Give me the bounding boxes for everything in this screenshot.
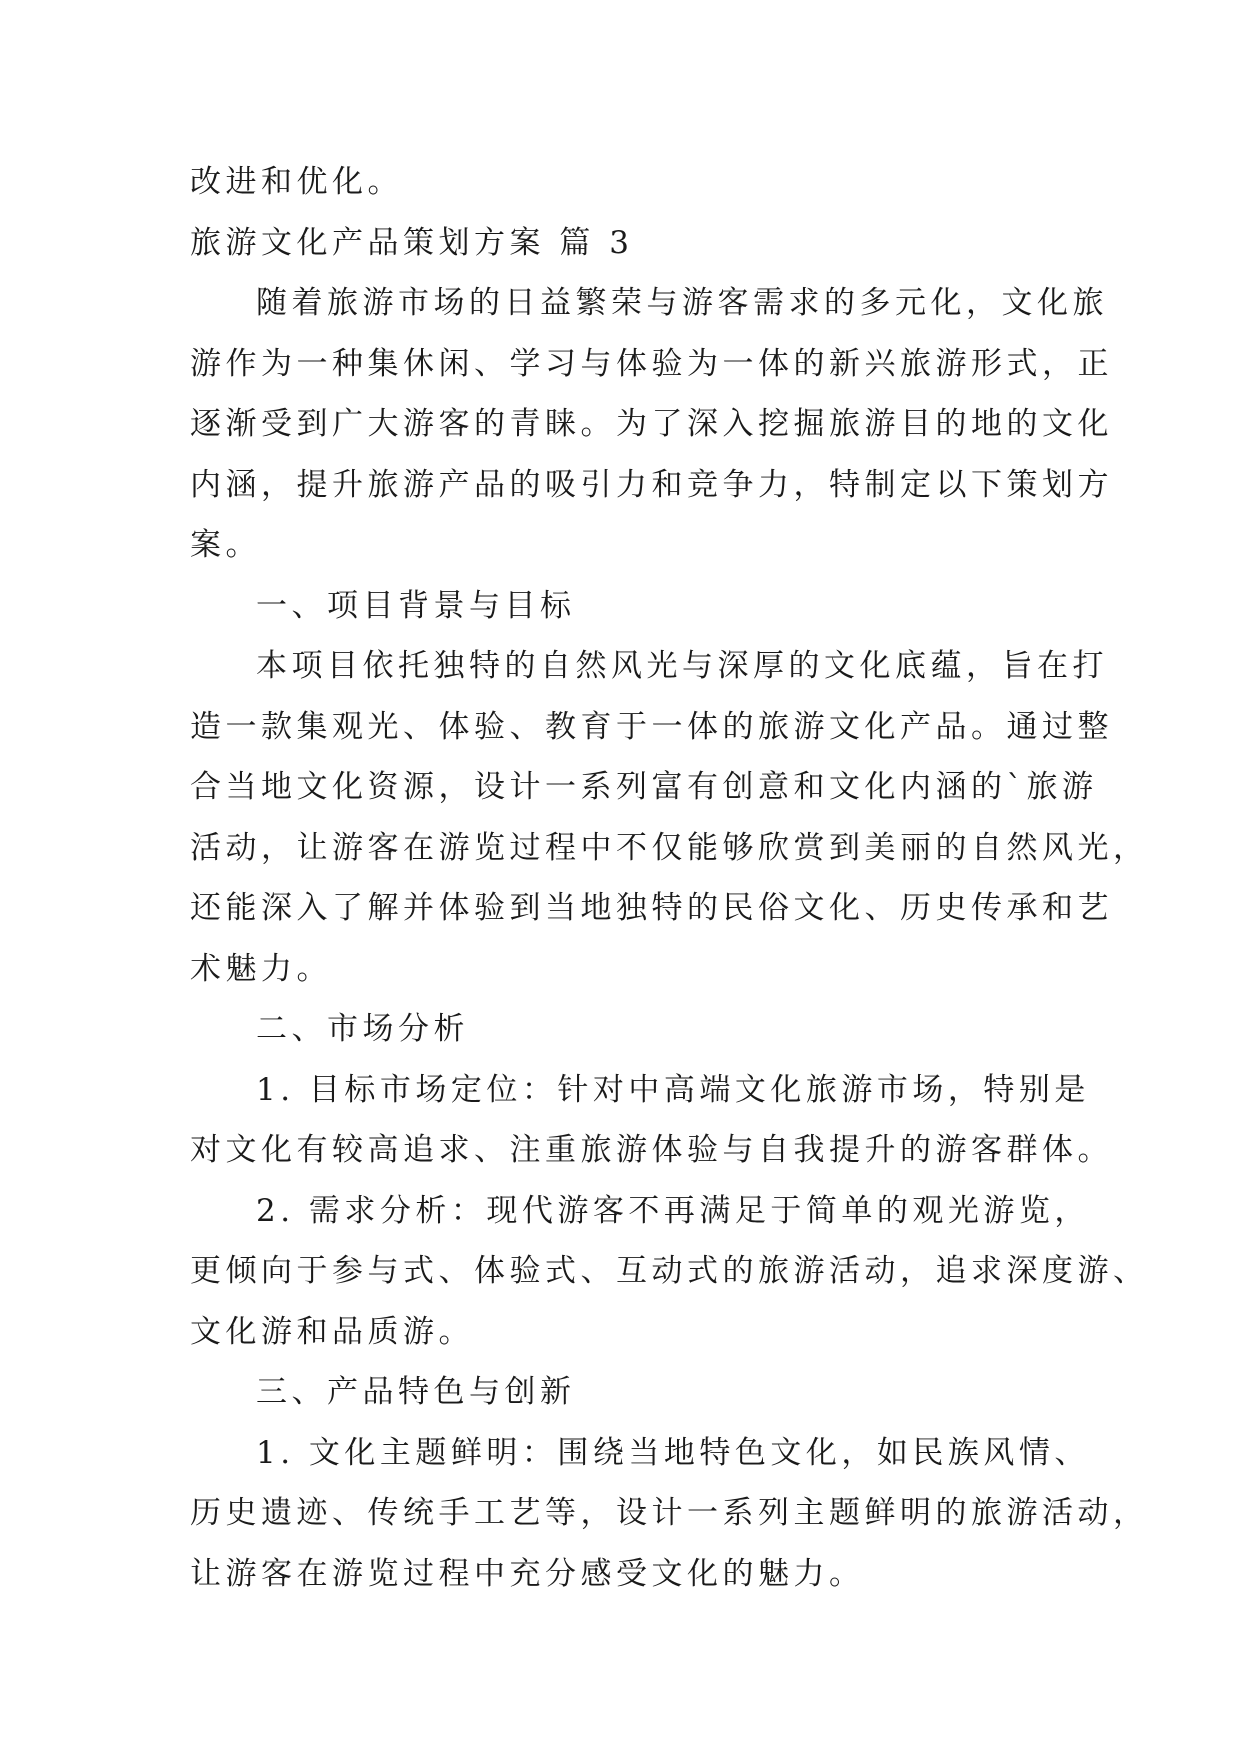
list-item-line: 更倾向于参与式、体验式、互动式的旅游活动，追求深度游、	[190, 1253, 1149, 1289]
heading-market-analysis: 二、市场分析	[256, 1011, 469, 1047]
heading-product-features: 三、产品特色与创新	[256, 1374, 576, 1410]
list-item-line: 让游客在游览过程中充分感受文化的魅力。	[190, 1555, 865, 1592]
list-item-line: 2. 需求分析：现代游客不再满足于简单的观光游览，	[256, 1192, 1090, 1229]
document-body	[190, 152, 1149, 1604]
paragraph-line: 术魅力。	[190, 950, 332, 987]
paragraph-line: 本项目依托独特的自然风光与深厚的文化底蕴，旨在打	[256, 648, 1108, 684]
paragraph-line: 活动，让游客在游览过程中不仅能够欣赏到美丽的自然风光，	[190, 829, 1149, 866]
paragraph-line: 游作为一种集休闲、学习与体验为一体的新兴旅游形式，正	[190, 345, 1113, 382]
paragraph-line: 随着旅游市场的日益繁荣与游客需求的多元化，文化旅	[256, 285, 1108, 321]
heading-project-background: 一、项目背景与目标	[256, 587, 576, 624]
paragraph-line: 还能深入了解并体验到当地独特的民俗文化、历史传承和艺	[190, 890, 1113, 926]
paragraph-line: 造一款集观光、体验、教育于一体的旅游文化产品。通过整	[190, 708, 1113, 745]
paragraph-line: 合当地文化资源，设计一系列富有创意和文化内涵的`旅游	[190, 769, 1098, 805]
list-item-line: 对文化有较高追求、注重旅游体验与自我提升的游客群体。	[190, 1132, 1113, 1168]
list-item-line: 文化游和品质游。	[190, 1313, 474, 1350]
paragraph-line: 案。	[190, 527, 261, 563]
section-title: 旅游文化产品策划方案 篇 3	[190, 224, 634, 261]
list-item-line: 历史遗迹、传统手工艺等，设计一系列主题鲜明的旅游活动，	[190, 1495, 1149, 1531]
paragraph-line: 逐渐受到广大游客的青睐。为了深入挖掘旅游目的地的文化	[190, 406, 1113, 442]
list-item-line: 1. 目标市场定位：针对中高端文化旅游市场，特别是	[256, 1071, 1090, 1108]
paragraph-line: 内涵，提升旅游产品的吸引力和竞争力，特制定以下策划方	[190, 466, 1113, 503]
text-line: 改进和优化。	[190, 164, 403, 200]
list-item-line: 1. 文化主题鲜明：围绕当地特色文化，如民族风情、	[256, 1434, 1090, 1471]
